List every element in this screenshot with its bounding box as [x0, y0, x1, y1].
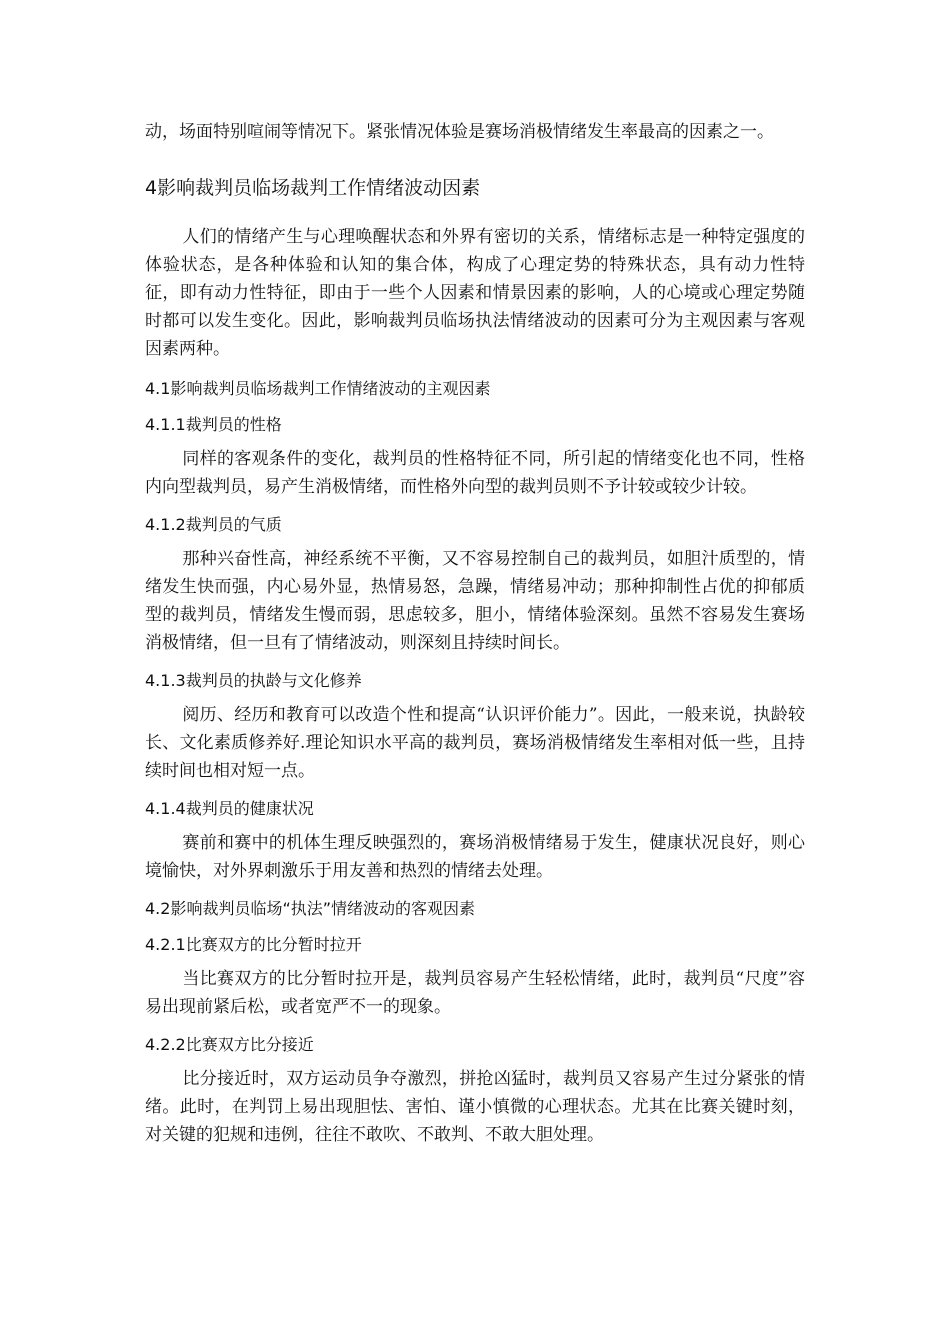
section-4-intro: 人们的情绪产生与心理唤醒状态和外界有密切的关系，情绪标志是一种特定强度的体验状态，是各种体验和认知的集合体，构成了心理定势的特殊状态，具有动力性特征，即有动力性特征，即由于一些个人因素和情景因素的影响，人的心境或心理定势随时都可以发生变化。因此，影响裁判员临场执法情绪波动的因素可分为主观因素与客观因素两种。 — [145, 227, 805, 359]
continuation-paragraph: 动，场面特别喧闹等情况下。紧张情况体验是赛场消极情绪发生率最高的因素之一。 — [145, 122, 774, 142]
section-4-1-3-heading: 4.1.3裁判员的执龄与文化修养 — [145, 671, 362, 690]
section-4-1-heading: 4.1影响裁判员临场裁判工作情绪波动的主观因素 — [145, 379, 491, 398]
section-4-1-1-paragraph: 同样的客观条件的变化，裁判员的性格特征不同，所引起的情绪变化也不同，性格内向型裁判员，易产生消极情绪，而性格外向型的裁判员则不予计较或较少计较。 — [145, 449, 805, 497]
section-4-1-4-heading: 4.1.4裁判员的健康状况 — [145, 799, 314, 818]
section-4-2-2-paragraph: 比分接近时，双方运动员争夺激烈，拼抢凶猛时，裁判员又容易产生过分紧张的情绪。此时，在判罚上易出现胆怯、害怕、谨小慎微的心理状态。尤其在比赛关键时刻，对关键的犯规和违例，往往不敢吹、不敢判、不敢大胆处理。 — [145, 1069, 805, 1145]
section-4-1-4-paragraph: 赛前和赛中的机体生理反映强烈的，赛场消极情绪易于发生，健康状况良好，则心境愉快，对外界刺激乐于用友善和热烈的情绪去处理。 — [145, 833, 805, 881]
section-4-1-2-heading: 4.1.2裁判员的气质 — [145, 515, 282, 534]
section-4-2-2-heading: 4.2.2比赛双方比分接近 — [145, 1035, 314, 1054]
document-page — [145, 118, 805, 1149]
section-4-2-1-paragraph: 当比赛双方的比分暂时拉开是，裁判员容易产生轻松情绪，此时，裁判员“尺度”容易出现前紧后松，或者宽严不一的现象。 — [145, 969, 805, 1017]
section-4-1-2-paragraph: 那种兴奋性高，神经系统不平衡，又不容易控制自己的裁判员，如胆汁质型的，情绪发生快而强，内心易外显，热情易怒，急躁，情绪易冲动；那种抑制性占优的抑郁质型的裁判员，情绪发生慢而弱，思虑较多，胆小，情绪体验深刻。虽然不容易发生赛场消极情绪，但一旦有了情绪波动，则深刻且持续时间长。 — [145, 549, 805, 653]
section-4-heading: 4影响裁判员临场裁判工作情绪波动因素 — [145, 177, 481, 199]
section-4-2-1-heading: 4.2.1比赛双方的比分暂时拉开 — [145, 935, 362, 954]
section-4-2-heading: 4.2影响裁判员临场“执法”情绪波动的客观因素 — [145, 899, 476, 918]
section-4-1-3-paragraph: 阅历、经历和教育可以改造个性和提高“认识评价能力”。因此，一般来说，执龄较长、文化素质修养好.理论知识水平高的裁判员，赛场消极情绪发生率相对低一些，且持续时间也相对短一点。 — [145, 705, 805, 781]
section-4-1-1-heading: 4.1.1裁判员的性格 — [145, 415, 282, 434]
